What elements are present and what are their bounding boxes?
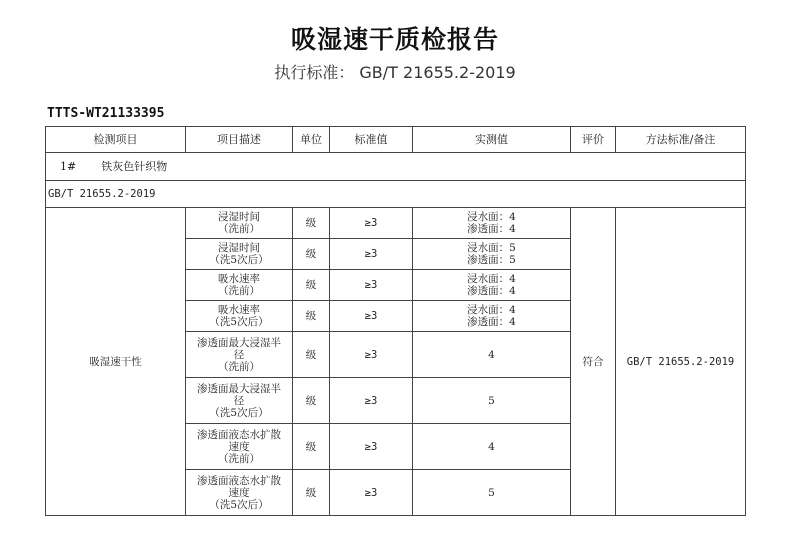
sample-cell — [46, 153, 746, 181]
measured-value-line: 5 — [488, 394, 495, 407]
measured-value-line: 浸水面：4 — [467, 304, 516, 316]
measured-value-cell — [413, 332, 571, 378]
description-line: 速度 — [228, 486, 250, 499]
unit-cell: 级 — [293, 301, 330, 332]
standard-row — [46, 181, 746, 208]
description-cell — [186, 332, 293, 378]
description-line: （洗5次后） — [209, 406, 269, 419]
description-line: （洗5次后） — [209, 316, 269, 328]
col-header-unit: 单位 — [293, 127, 330, 153]
description-line: 渗透面液态水扩散 — [197, 428, 281, 441]
execution-standard: 执行标准： GB/T 21655.2-2019 — [274, 63, 516, 82]
description-cell — [186, 424, 293, 470]
unit-cell: 级 — [293, 270, 330, 301]
measured-value-cell — [413, 470, 571, 516]
description-line: （洗前） — [218, 285, 260, 297]
description-cell — [186, 378, 293, 424]
description-cell — [186, 270, 293, 301]
description-line: 浸湿时间 — [218, 211, 260, 223]
description-line: 吸水速率 — [218, 273, 260, 285]
unit-cell: 级 — [293, 239, 330, 270]
evaluation-cell: 符合 — [571, 208, 616, 516]
description-line: 速度 — [228, 440, 250, 453]
measured-value-line: 浸水面：4 — [467, 273, 516, 285]
description-line: （洗5次后） — [209, 254, 269, 266]
header-row — [46, 127, 746, 153]
unit-cell: 级 — [293, 424, 330, 470]
description-line: 径 — [233, 348, 245, 361]
measured-value-cell — [413, 208, 571, 239]
measured-value-cell — [413, 301, 571, 332]
col-header-standard: 标准值 — [330, 127, 413, 153]
measured-value-cell — [413, 239, 571, 270]
measured-value-line: 4 — [488, 348, 495, 361]
description-line: （洗前） — [218, 223, 260, 235]
unit-cell: 级 — [293, 470, 330, 516]
measured-value-line: 浸水面：4 — [467, 211, 516, 223]
measured-value-line: 浸水面：5 — [467, 242, 516, 254]
unit-cell: 级 — [293, 208, 330, 239]
unit-cell: 级 — [293, 332, 330, 378]
standard-value-cell: ≥3 — [330, 270, 413, 301]
standard-value-cell: ≥3 — [330, 301, 413, 332]
description-cell — [186, 239, 293, 270]
sample-number: 1# — [60, 159, 77, 173]
measured-value-line: 渗透面：4 — [467, 316, 516, 328]
description-cell — [186, 470, 293, 516]
col-header-evaluation: 评价 — [571, 127, 616, 153]
description-line: 渗透面液态水扩散 — [197, 474, 281, 487]
table-row — [46, 208, 746, 239]
measured-value-line: 渗透面：5 — [467, 254, 516, 266]
report-title: 吸湿速干质检报告 — [290, 25, 499, 54]
standard-value-cell: ≥3 — [330, 208, 413, 239]
method-cell: GB/T 21655.2-2019 — [616, 208, 746, 516]
standard-value-cell: ≥3 — [330, 424, 413, 470]
standard-value-cell: ≥3 — [330, 378, 413, 424]
report-number: TTTS-WT21133395 — [47, 106, 165, 121]
col-header-description: 项目描述 — [186, 127, 293, 153]
standard-value-cell: ≥3 — [330, 332, 413, 378]
description-line: 渗透面最大浸湿半 — [197, 382, 281, 395]
measured-value-line: 渗透面：4 — [467, 285, 516, 297]
measured-value-line: 渗透面：4 — [467, 223, 516, 235]
standard-value-cell: ≥3 — [330, 470, 413, 516]
sample-row — [46, 153, 746, 181]
measured-value-line: 4 — [488, 440, 495, 453]
measured-value-cell — [413, 378, 571, 424]
description-line: （洗5次后） — [209, 498, 269, 511]
description-line: 渗透面最大浸湿半 — [197, 336, 281, 349]
standard-value-cell: ≥3 — [330, 239, 413, 270]
col-header-method: 方法标准/备注 — [616, 127, 746, 153]
col-header-item: 检测项目 — [46, 127, 186, 153]
description-cell — [186, 208, 293, 239]
unit-cell: 级 — [293, 378, 330, 424]
measured-value-cell — [413, 270, 571, 301]
description-cell — [186, 301, 293, 332]
col-header-measured: 实测值 — [413, 127, 571, 153]
item-cell: 吸湿速干性 — [46, 208, 186, 516]
measured-value-line: 5 — [488, 486, 495, 499]
description-line: 浸湿时间 — [218, 242, 260, 254]
measured-value-cell — [413, 424, 571, 470]
inspection-table — [45, 126, 746, 516]
description-line: （洗前） — [218, 452, 260, 465]
description-line: （洗前） — [218, 360, 260, 373]
standard-cell: GB/T 21655.2-2019 — [46, 181, 746, 208]
description-line: 径 — [233, 394, 245, 407]
description-line: 吸水速率 — [218, 304, 260, 316]
sample-description: 铁灰色针织物 — [101, 159, 168, 173]
